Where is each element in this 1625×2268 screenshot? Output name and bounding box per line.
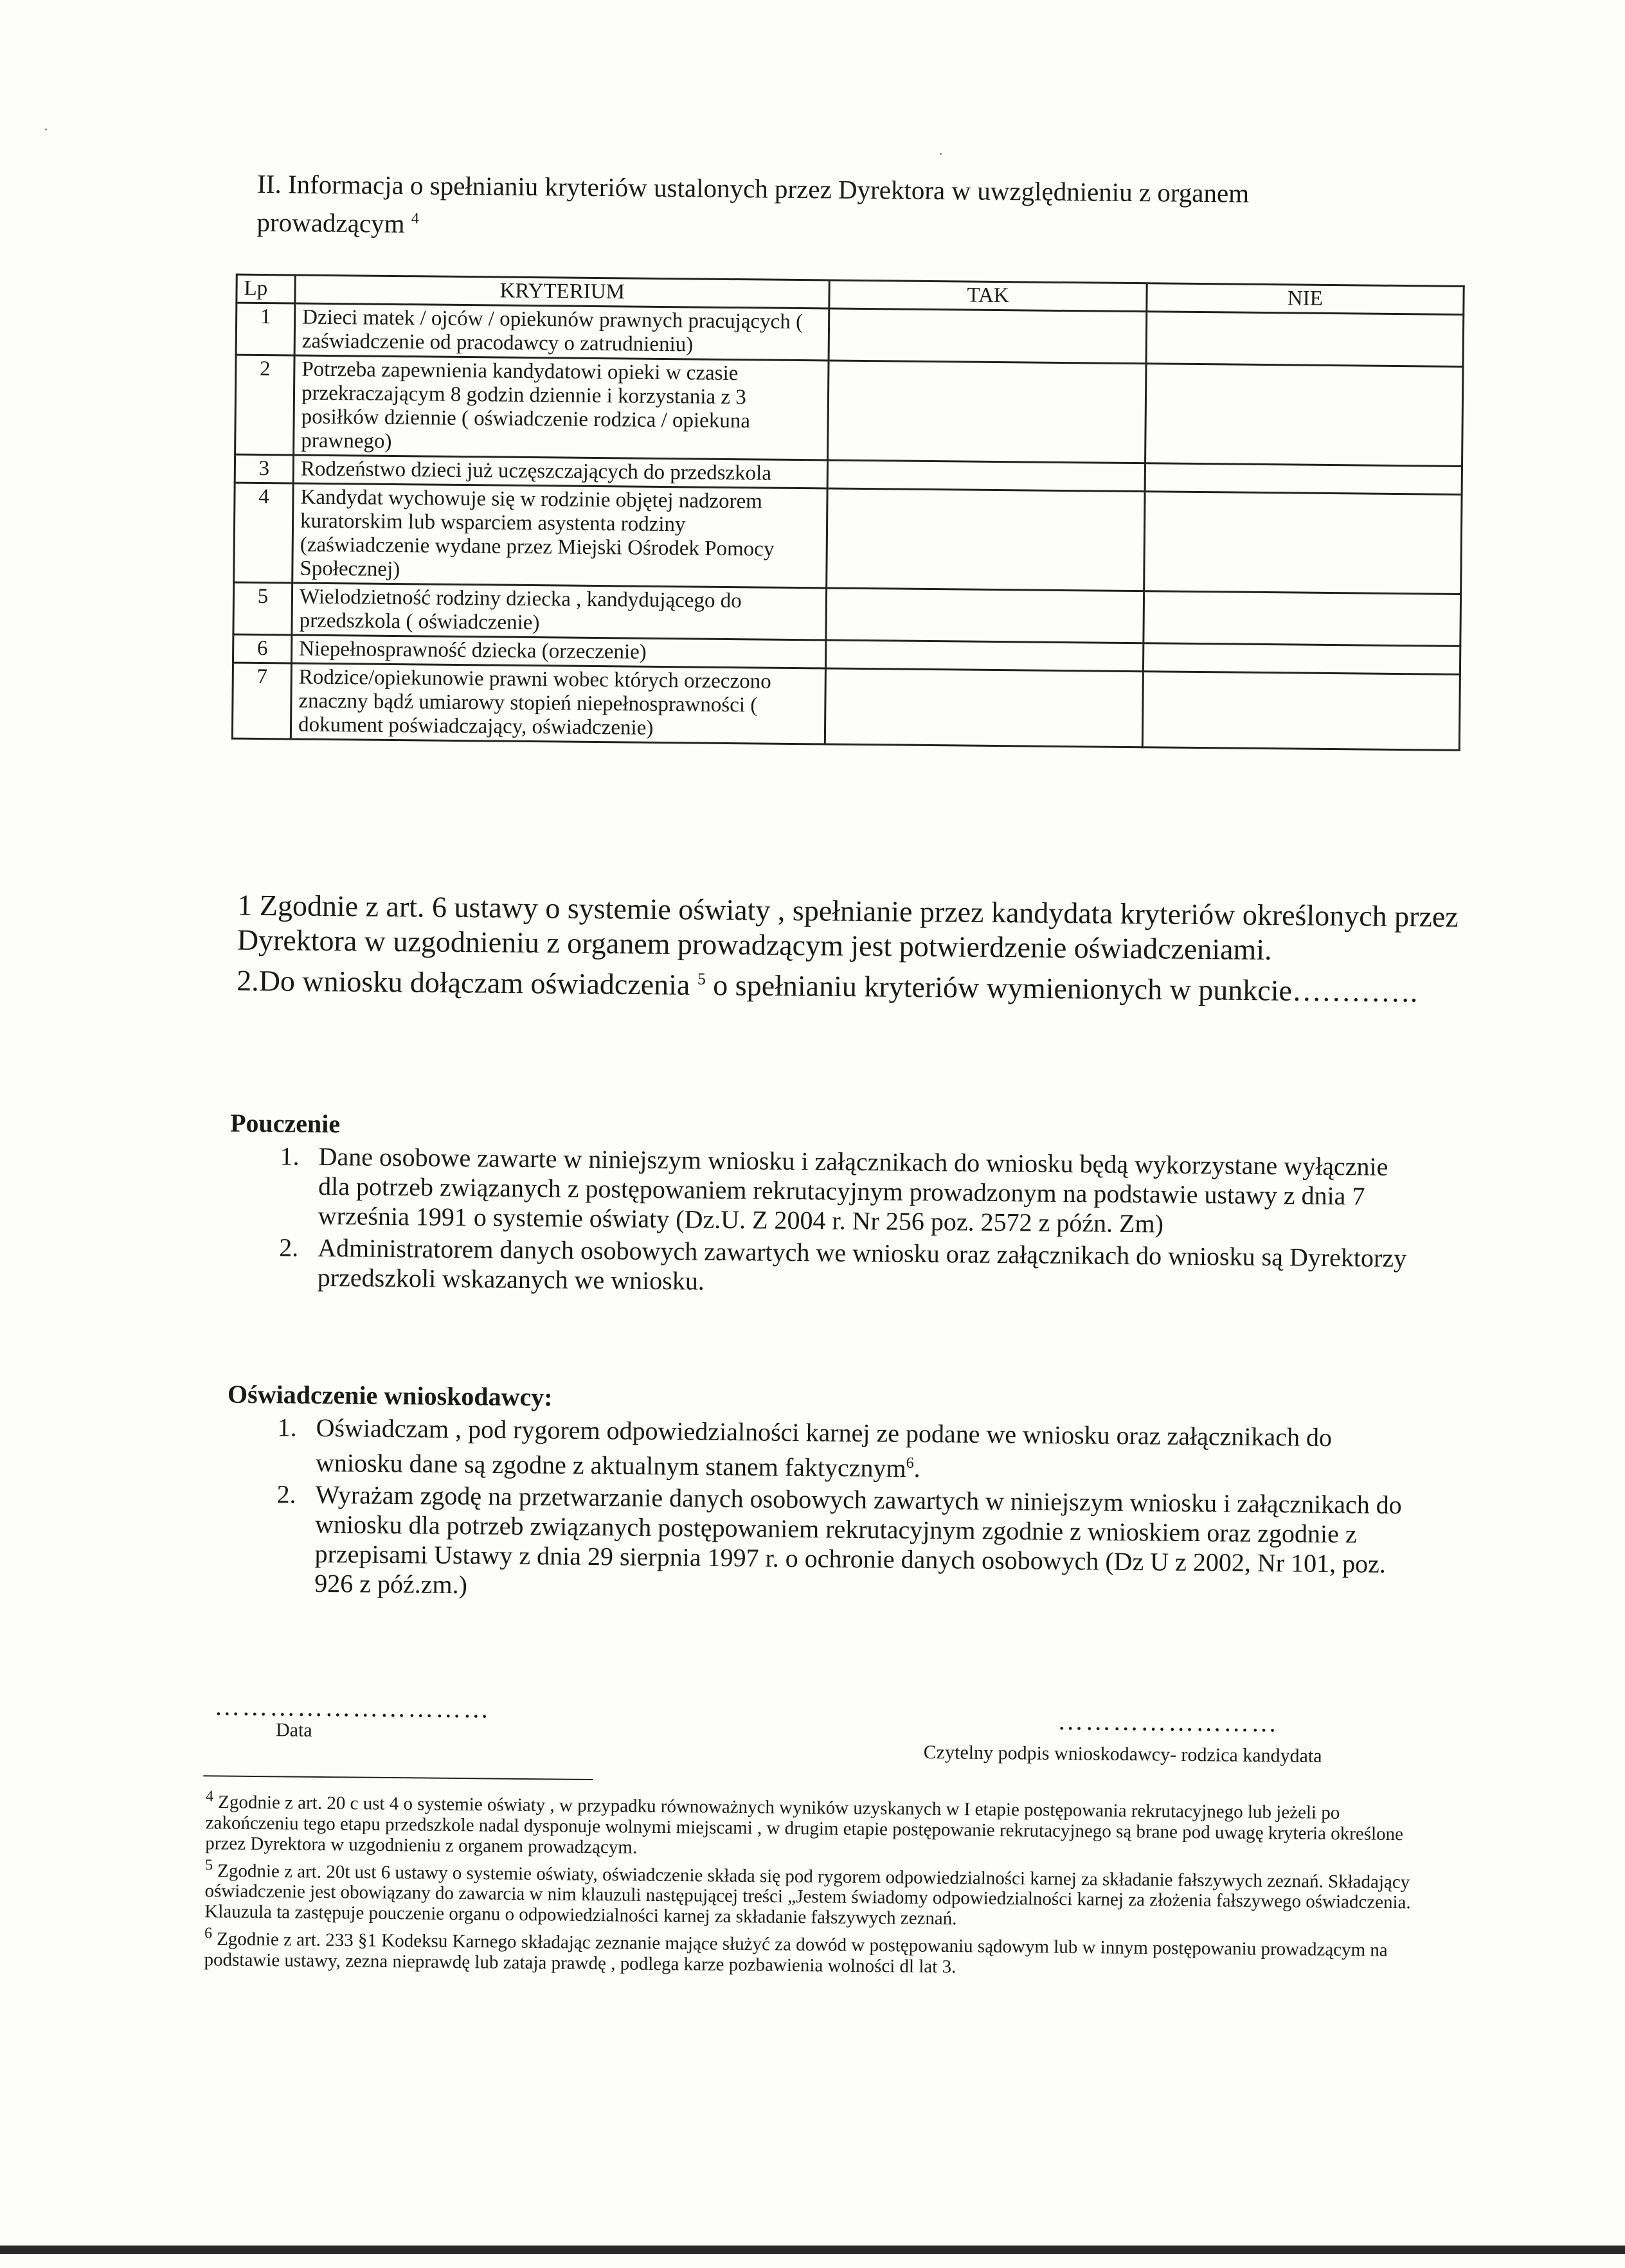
header-nie: NIE <box>1147 283 1464 315</box>
tak-cell[interactable] <box>826 588 1144 643</box>
footnote <box>205 1786 1414 1865</box>
footnote-ref: 4 <box>411 210 419 228</box>
item-number: 1. <box>280 1141 300 1171</box>
row-lp: 6 <box>233 634 291 663</box>
item-text: Dane osobowe zawarte w niniejszym wniosku i załącznikach do wniosku będą wykorzystane wyłącznie dla potrzeb związanych z postępowaniem rekrutacyjnym prowadzonym na podstawie ustawy z dnia 7 września 1991 o systemie oświaty (Dz.U. Z 2004 r. Nr 256 poz. 2572 z późn. Zm) <box>318 1141 1388 1238</box>
item-number: 1. <box>277 1413 297 1442</box>
nie-cell[interactable] <box>1146 312 1464 367</box>
footnotes <box>204 1786 1414 1983</box>
scan-speck <box>45 129 47 130</box>
row-lp: 2 <box>235 355 295 455</box>
section-heading <box>256 167 1388 250</box>
header-kryterium: KRYTERIUM <box>295 275 830 308</box>
row-criterion: Kandydat wychowuje się w rodzinie objętej nadzorem kuratorskim lub wsparciem asystenta rodziny (zaświadczenie wydane przez Miejski Ośrodek Pomocy Społecznej) <box>292 483 828 588</box>
nie-cell[interactable] <box>1142 672 1460 751</box>
row-lp: 7 <box>232 663 291 739</box>
tak-cell[interactable] <box>829 308 1147 364</box>
header-lp: Lp <box>237 274 295 303</box>
footnote-text: Zgodnie z art. 233 §1 Kodeksu Karnego składając zeznanie mające służyć za dowód w postępowaniu sądowym lub w innym postępowaniu prowadzącym na podstawie ustawy, zezna nieprawdę lub zataja prawdę , podlega karze pozbawienia wolności dl lat 3. <box>204 1929 1388 1978</box>
footnote <box>204 1924 1413 1982</box>
tak-cell[interactable] <box>828 361 1146 463</box>
item-text: Administratorem danych osobowych zawartych we wniosku oraz załącznikach do wniosku są Dyrektorzy przedszkoli wskazanych we wniosku. <box>317 1233 1407 1296</box>
nie-cell[interactable] <box>1145 463 1462 495</box>
date-label: Data <box>275 1719 312 1741</box>
nie-cell[interactable] <box>1144 492 1462 594</box>
footnote-ref: 6 <box>906 1454 914 1472</box>
pouczenie-title: Pouczenie <box>229 1108 341 1139</box>
signature-label: Czytelny podpis wnioskodawcy- rodzica kandydata <box>923 1741 1322 1767</box>
nie-cell[interactable] <box>1144 591 1461 647</box>
footnote-divider <box>203 1775 593 1780</box>
item-text: Oświadczam , pod rygorem odpowiedzialności karnej ze podane we wniosku oraz załącznikach do wniosku dane są zgodne z aktualnym stanem faktycznym <box>315 1413 1333 1483</box>
date-line: ………………………… <box>214 1692 491 1724</box>
footnote-number: 4 <box>205 1788 214 1805</box>
list-item <box>258 1413 1415 1488</box>
nie-cell[interactable] <box>1145 364 1463 467</box>
list-item <box>256 1479 1415 1609</box>
row-criterion: Rodzice/opiekunowie prawni wobec których orzeczono znaczny bądź umiarowy stopień niepełnosprawności ( dokument poświadczający, oświadczenie) <box>291 663 826 744</box>
list-item <box>260 1233 1417 1303</box>
item-text-tail: . <box>913 1454 920 1483</box>
scan-speck <box>940 153 942 155</box>
item-text: Wyrażam zgodę na przetwarzanie danych osobowych zawartych w niniejszym wniosku i załącznikach do wniosku dla potrzeb związanych postępowaniem rekrutacyjnym zgodnie z wnioskiem oraz zgodnie z przepisami Ustawy z dnia 29 sierpnia 1997 r. o ochronie danych osobowych (Dz U z 2002, Nr 101, poz. 926 z póź.zm.) <box>314 1480 1402 1600</box>
row-criterion: Potrzeba zapewnienia kandydatowi opieki w czasie przekraczającym 8 godzin dziennie i korzystania z 3 posiłków dziennie ( oświadczenie rodzica / opiekuna prawnego) <box>294 355 829 460</box>
footnote-text: Zgodnie z art. 20 c ust 4 o systemie oświaty , w przypadku równoważnych wyników uzyskanych w I etapie postępowania rekrutacyjnego lub jeżeli po zakończeniu tego etapu przedszkole nadal dysponuje wolnymi miejscami , w drugim etapie postępowanie rekrutacyjnego są brane pod uwagę kryteria określone przez Dyrektora w uzgodnieniu z organem prowadzącym. <box>205 1792 1404 1858</box>
header-tak: TAK <box>829 280 1147 312</box>
tak-cell[interactable] <box>825 668 1143 747</box>
criteria-table <box>231 274 1465 751</box>
scan-edge <box>0 2246 1625 2254</box>
row-lp: 4 <box>234 483 294 583</box>
note-2-lead: 2.Do wniosku dołączam oświadczenia <box>236 964 698 1001</box>
row-criterion: Dzieci matek / ojców / opiekunów prawnych pracujących ( zaświadczenie od pracodawcy o zatrudnieniu) <box>294 303 829 361</box>
row-criterion: Rodzeństwo dzieci już uczęszczających do przedszkola <box>293 455 828 488</box>
footnote-ref: 5 <box>697 969 706 988</box>
footnote-number: 6 <box>204 1925 213 1942</box>
table-row <box>232 663 1460 750</box>
table-row <box>234 483 1462 594</box>
section-heading-text: II. Informacja o spełnianiu kryteriów ustalonych przez Dyrektora w uwzględnieniu z organem prowadzącym <box>256 168 1250 238</box>
item-number: 2. <box>276 1479 296 1509</box>
signature-line: …………………… <box>1057 1706 1279 1738</box>
note-1: 1 Zgodnie z art. 6 ustawy o systemie oświaty , spełnianie przez kandydata kryteriów określonych przez Dyrektora w uzgodnieniu z organem prowadzącym jest potwierdzenie oświadczeniami. <box>237 888 1459 967</box>
oswiadczenie-list <box>256 1413 1415 1612</box>
pouczenie-list <box>260 1141 1418 1305</box>
tak-cell[interactable] <box>827 488 1145 591</box>
footnote-text: Zgodnie z art. 20t ust 6 ustawy o systemie oświaty, oświadczenie składa się pod rygorem odpowiedzialności karnej za składanie fałszywych zeznań. Składający oświadczenie jest obowiązany do zawarcia w nim klauzuli następującej treści „Jestem świadomy odpowiedzialności karnej za złożenia fałszywego oświadczenia. Klauzula ta zastępuje pouczenie organu o odpowiedzialności karnej za składanie fałszywych zeznań. <box>204 1860 1411 1929</box>
nie-cell[interactable] <box>1143 643 1460 675</box>
tak-cell[interactable] <box>828 460 1145 492</box>
item-text-wrap <box>316 1413 1415 1488</box>
tak-cell[interactable] <box>826 640 1144 672</box>
row-lp: 1 <box>236 303 295 355</box>
table-row <box>235 355 1463 466</box>
row-lp: 5 <box>233 582 292 635</box>
note-2-tail: o spełnianiu kryteriów wymienionych w punkcie…………. <box>705 969 1418 1008</box>
list-item <box>260 1141 1418 1241</box>
footnote <box>204 1855 1414 1934</box>
notes-block <box>237 888 1459 1010</box>
row-lp: 3 <box>235 454 293 483</box>
footnote-number: 5 <box>204 1856 213 1874</box>
row-criterion: Niepełnosprawność dziecka (orzeczenie) <box>292 635 827 668</box>
item-number: 2. <box>279 1233 299 1262</box>
oswiadczenie-title: Oświadczenie wnioskodawcy: <box>227 1379 553 1412</box>
row-criterion: Wielodzietność rodziny dziecka , kandydującego do przedszkola ( oświadczenie) <box>292 583 827 640</box>
